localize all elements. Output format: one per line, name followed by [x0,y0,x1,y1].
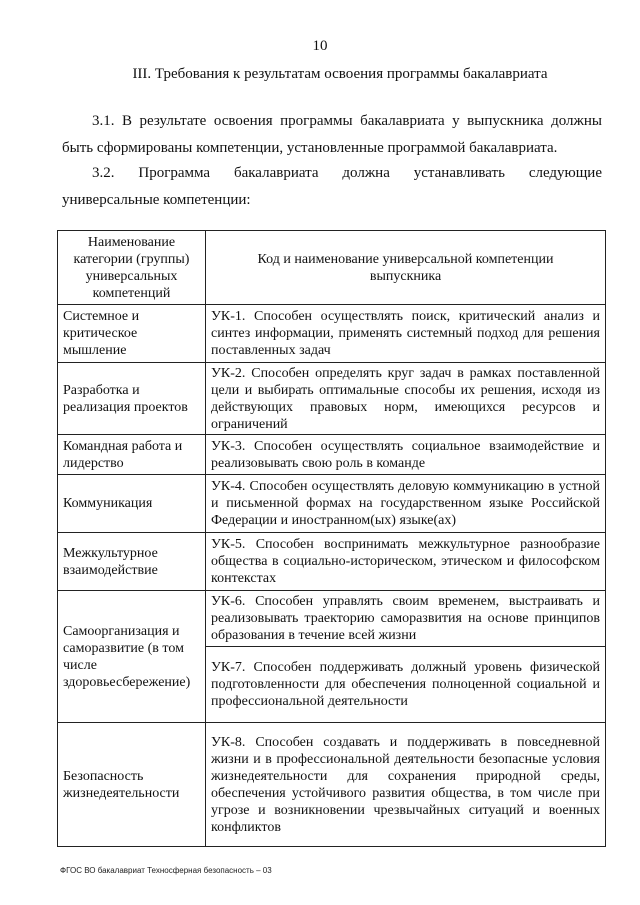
table-row [58,363,606,435]
paragraph-3-2 [62,160,602,214]
competency-cell: УК-1. Способен осуществлять поиск, критический анализ и синтез информации, применять системный подход для решения поставленных задач [206,305,606,363]
category-cell: Разработка и реализация проектов [58,363,206,435]
competency-cell: УК-2. Способен определять круг задач в рамках поставленной цели и выбирать оптимальные способы их решения, исходя из действующих правовых норм, имеющихся ресурсов и ограничений [206,363,606,435]
competency-cell: УК-3. Способен осуществлять социальное взаимодействие и реализовывать свою роль в команде [206,435,606,475]
table-row [58,533,606,591]
competency-cell: УК-7. Способен поддерживать должный уровень физической подготовленности для обеспечения полноценной социальной и профессиональной деятельности [206,647,606,723]
category-cell: Безопасность жизнедеятельности [58,723,206,847]
paragraph-3-1 [62,108,602,162]
header-category: Наименование категории (группы) универсальных компетенций [58,231,206,305]
competency-cell: УК-6. Способен управлять своим временем, выстраивать и реализовывать траекторию саморазвития на основе принципов образования в течение всей жизни [206,591,606,647]
competency-cell: УК-4. Способен осуществлять деловую коммуникацию в устной и письменной формах на государственном языке Российской Федерации и иностранном(ых) языке(ах) [206,475,606,533]
table-row [58,475,606,533]
document-footer: ФГОС ВО бакалавриат Техносферная безопасность – 03 [60,866,272,875]
header-code: Код и наименование универсальной компетенции выпускника [206,231,606,305]
table-row [58,305,606,363]
category-cell: Межкультурное взаимодействие [58,533,206,591]
category-cell: Командная работа и лидерство [58,435,206,475]
section-title: III. Требования к результатам освоения программы бакалавриата [132,66,548,82]
table-row [58,723,606,847]
paragraph-text: 3.2. Программа бакалавриата должна устанавливать следующие универсальные компетенции: [62,165,602,208]
category-cell: Системное и критическое мышление [58,305,206,363]
competency-cell: УК-8. Способен создавать и поддерживать в повседневной жизни и в профессиональной деятельности безопасные условия жизнедеятельности для сохранения природной среды, обеспечения устойчивого развития общества, в том числе при угрозе и возникновении чрезвычайных ситуаций и военных конфликтов [206,723,606,847]
table-header-row [58,231,606,305]
category-cell: Коммуникация [58,475,206,533]
table-row [58,591,606,647]
category-cell: Самоорганизация и саморазвитие (в том числе здоровьесбережение) [58,591,206,723]
competencies-table [57,230,606,847]
competency-cell: УК-5. Способен воспринимать межкультурное разнообразие общества в социально-историческом, этическом и философском контекстах [206,533,606,591]
table-row [58,435,606,475]
paragraph-text: 3.1. В результате освоения программы бакалавриата у выпускника должны быть сформированы компетенции, установленные программой бакалавриата. [62,113,602,156]
page-number: 10 [312,38,328,54]
